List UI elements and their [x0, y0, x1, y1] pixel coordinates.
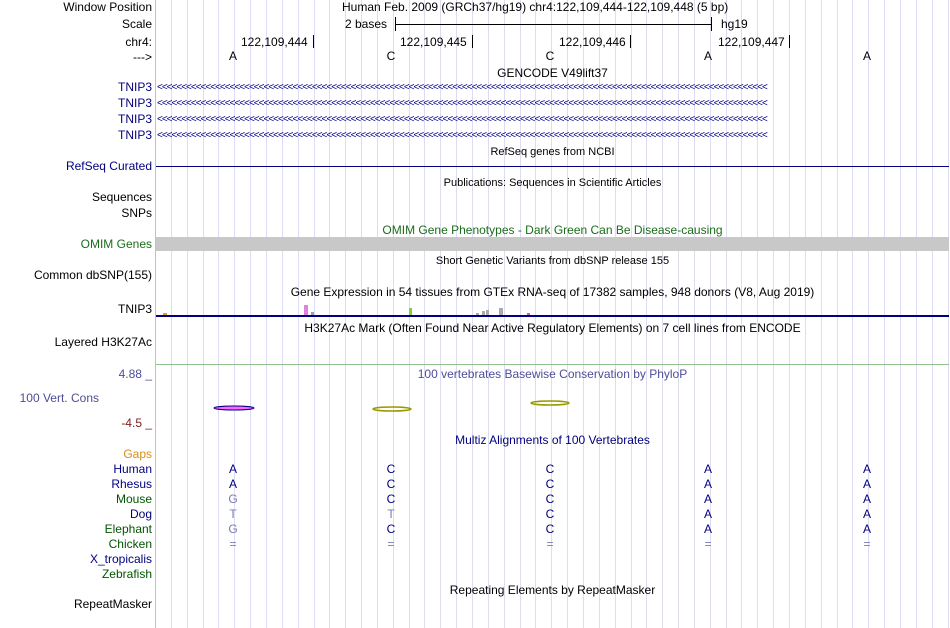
aligned-base: C: [545, 477, 555, 491]
species-label-elephant[interactable]: Elephant: [104, 522, 152, 536]
omim-bar[interactable]: [156, 237, 949, 251]
gencode-gene-label[interactable]: TNIP3: [117, 96, 152, 110]
scale-bar: [395, 24, 711, 25]
species-label-chicken[interactable]: Chicken: [108, 537, 152, 551]
phylop-title[interactable]: 100 vertebrates Basewise Conservation by PhyloP: [417, 367, 688, 381]
ref-base: A: [228, 49, 237, 63]
position-text: Human Feb. 2009 (GRCh37/hg19) chr4:122,109,444-122,109,448 (5 bp): [342, 0, 729, 14]
repeatmasker-label[interactable]: RepeatMasker: [73, 597, 152, 611]
aligned-base: C: [386, 462, 396, 476]
gaps-label[interactable]: Gaps: [123, 447, 152, 461]
aligned-base: T: [387, 507, 395, 521]
aligned-base: G: [228, 492, 238, 506]
gtex-tissue-bar[interactable]: [499, 308, 503, 315]
aligned-base: A: [703, 462, 712, 476]
aligned-base: =: [387, 537, 395, 551]
coord-tick: [630, 35, 631, 48]
ref-base: A: [862, 49, 871, 63]
gtex-baseline: [156, 315, 949, 317]
aligned-base: A: [703, 522, 712, 536]
aligned-base: C: [545, 507, 555, 521]
left-border: [155, 0, 156, 628]
chrom-label: chr4:: [125, 35, 152, 49]
aligned-base: C: [545, 522, 555, 536]
gtex-label[interactable]: TNIP3: [117, 302, 152, 316]
transcript-arrows[interactable]: <<<<<<<<<<<<<<<<<<<<<<<<<<<<<<<<<<<<<<<<<<<<<<<<<<<<<<<<<<<<<<<<<<<<<<<<<<<<<<<<<<<<<<<<<<<<<<<<<<<<<<<<<<<<<<<<<<<<<<<<<<<<<<: [157, 130, 767, 141]
aligned-base: A: [703, 507, 712, 521]
gencode-gene-label[interactable]: TNIP3: [117, 80, 152, 94]
dbsnp-title[interactable]: Short Genetic Variants from dbSNP release 155: [435, 255, 670, 267]
aligned-base: A: [228, 462, 237, 476]
scale-bar-left-tick: [395, 17, 396, 31]
scale-bar-right-tick: [711, 17, 712, 31]
aligned-base: A: [862, 477, 871, 491]
species-label-mouse[interactable]: Mouse: [115, 492, 152, 506]
publications-label-sequences[interactable]: Sequences: [91, 190, 152, 204]
species-label-rhesus[interactable]: Rhesus: [111, 477, 152, 491]
gtex-tissue-bar[interactable]: [527, 313, 530, 315]
gtex-tissue-bar[interactable]: [311, 312, 314, 315]
gtex-tissue-bar[interactable]: [304, 305, 308, 315]
ref-base: C: [545, 49, 555, 63]
species-label-zebrafish[interactable]: Zebrafish: [101, 567, 152, 581]
aligned-base: =: [546, 537, 554, 551]
strand-label: --->: [133, 50, 152, 64]
aligned-base: C: [545, 462, 555, 476]
ref-base: C: [386, 49, 396, 63]
omim-label[interactable]: OMIM Genes: [80, 237, 152, 251]
gtex-title[interactable]: Gene Expression in 54 tissues from GTEx RNA-seq of 17382 samples, 948 donors (V8, Aug 2019): [290, 285, 815, 299]
transcript-arrows[interactable]: <<<<<<<<<<<<<<<<<<<<<<<<<<<<<<<<<<<<<<<<<<<<<<<<<<<<<<<<<<<<<<<<<<<<<<<<<<<<<<<<<<<<<<<<<<<<<<<<<<<<<<<<<<<<<<<<<<<<<<<<<<<<<<: [157, 114, 767, 125]
publications-label-snps[interactable]: SNPs: [121, 206, 152, 220]
aligned-base: =: [229, 537, 237, 551]
multiz-title[interactable]: Multiz Alignments of 100 Vertebrates: [455, 433, 650, 447]
species-label-dog[interactable]: Dog: [129, 507, 152, 521]
gtex-tissue-bar[interactable]: [163, 313, 167, 315]
coord-label: 122,109,444: [241, 35, 308, 49]
aligned-base: C: [386, 522, 396, 536]
phylop-signal[interactable]: [156, 395, 949, 415]
aligned-base: A: [862, 507, 871, 521]
transcript-arrows[interactable]: <<<<<<<<<<<<<<<<<<<<<<<<<<<<<<<<<<<<<<<<<<<<<<<<<<<<<<<<<<<<<<<<<<<<<<<<<<<<<<<<<<<<<<<<<<<<<<<<<<<<<<<<<<<<<<<<<<<<<<<<<<<<<<: [157, 98, 767, 109]
gtex-tissue-bar[interactable]: [482, 311, 485, 315]
gtex-tissue-bar[interactable]: [476, 313, 479, 315]
dbsnp-label[interactable]: Common dbSNP(155): [33, 268, 152, 282]
coord-tick: [472, 35, 473, 48]
species-label-xtropicalis[interactable]: X_tropicalis: [89, 552, 152, 566]
coord-label: 122,109,446: [559, 35, 626, 49]
coord-label: 122,109,445: [400, 35, 467, 49]
gencode-gene-label[interactable]: TNIP3: [117, 112, 152, 126]
assembly-label: hg19: [721, 17, 748, 31]
h3k27ac-baseline: [156, 364, 949, 365]
aligned-base: C: [545, 492, 555, 506]
species-label-human[interactable]: Human: [113, 462, 152, 476]
gtex-tissue-bar[interactable]: [409, 308, 412, 315]
omim-title[interactable]: OMIM Gene Phenotypes - Dark Green Can Be Disease-causing: [382, 223, 723, 237]
refseq-label[interactable]: RefSeq Curated: [65, 159, 152, 173]
publications-title[interactable]: Publications: Sequences in Scientific Articles: [443, 177, 662, 189]
transcript-arrows[interactable]: <<<<<<<<<<<<<<<<<<<<<<<<<<<<<<<<<<<<<<<<<<<<<<<<<<<<<<<<<<<<<<<<<<<<<<<<<<<<<<<<<<<<<<<<<<<<<<<<<<<<<<<<<<<<<<<<<<<<<<<<<<<<<<: [157, 82, 767, 93]
phylop-label[interactable]: 100 Vert. Cons: [19, 391, 99, 405]
aligned-base: G: [228, 522, 238, 536]
phylop-max-label: 4.88 _: [118, 367, 152, 381]
h3k27ac-label[interactable]: Layered H3K27Ac: [54, 335, 152, 349]
phylop-min-label: -4.5 _: [121, 416, 152, 430]
coord-tick: [789, 35, 790, 48]
aligned-base: =: [863, 537, 871, 551]
aligned-base: A: [862, 492, 871, 506]
aligned-base: A: [862, 462, 871, 476]
aligned-base: A: [862, 522, 871, 536]
aligned-base: T: [229, 507, 237, 521]
gencode-title[interactable]: GENCODE V49lift37: [497, 66, 608, 80]
scale-label: Scale: [121, 17, 152, 31]
h3k27ac-title[interactable]: H3K27Ac Mark (Often Found Near Active Regulatory Elements) on 7 cell lines from ENCODE: [304, 321, 801, 335]
gencode-gene-label[interactable]: TNIP3: [117, 128, 152, 142]
aligned-base: A: [228, 477, 237, 491]
aligned-base: C: [386, 477, 396, 491]
repeatmasker-title[interactable]: Repeating Elements by RepeatMasker: [449, 583, 656, 597]
refseq-title[interactable]: RefSeq genes from NCBI: [490, 146, 615, 158]
gtex-tissue-bar[interactable]: [486, 310, 489, 315]
aligned-base: A: [703, 477, 712, 491]
ref-base: A: [703, 49, 712, 63]
scale-text: 2 bases: [345, 17, 388, 31]
window-position-label: Window Position: [63, 0, 152, 14]
aligned-base: =: [704, 537, 712, 551]
refseq-gene-line[interactable]: [156, 166, 949, 167]
aligned-base: C: [386, 492, 396, 506]
aligned-base: A: [703, 492, 712, 506]
coord-tick: [313, 35, 314, 48]
coord-label: 122,109,447: [718, 35, 785, 49]
